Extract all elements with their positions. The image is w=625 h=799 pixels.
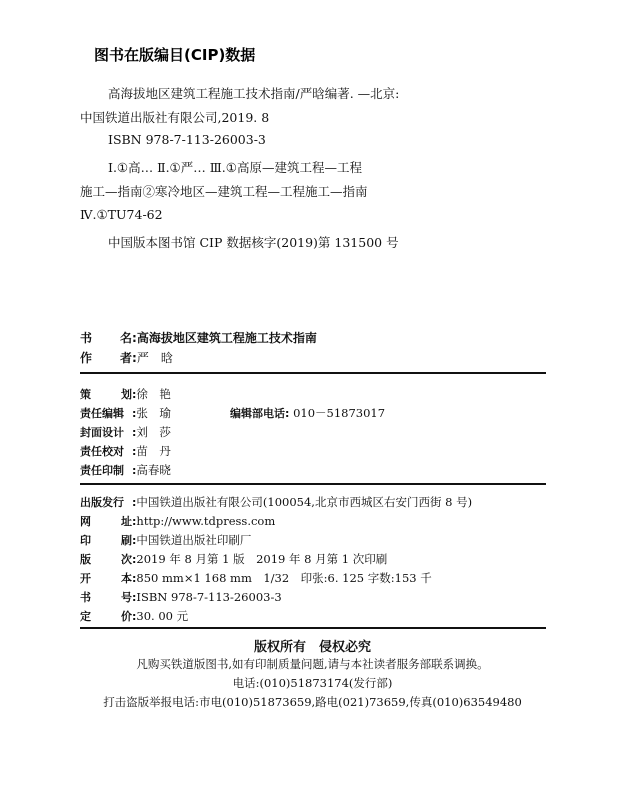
isbn-label: 书 号: [80, 591, 132, 604]
book-title-label: 书 名: [80, 331, 132, 345]
cover-design-value: 刘 莎: [136, 425, 171, 439]
website-row: 网 址 : http://www.tdpress.com: [80, 514, 276, 528]
cip-line-isbn: ISBN 978-7-113-26003-3: [108, 132, 266, 147]
editor-row: 责任编辑 : 张 瑜: [80, 406, 171, 420]
print-supervisor-row: 责任印制 : 高春晓: [80, 463, 171, 477]
edition-row: 版 次 : 2019 年 8 月第 1 版 2019 年 8 月第 1 次印刷: [80, 552, 388, 566]
cip-line-record-number: 中国版本图书馆 CIP 数据核字(2019)第 131500 号: [108, 235, 399, 250]
format-label: 开 本: [80, 572, 132, 585]
planner-row: 策 划 : 徐 艳: [80, 387, 171, 401]
editor-value: 张 瑜: [136, 406, 171, 420]
cip-line-subjects: Ⅰ.①高… Ⅱ.①严… Ⅲ.①高原—建筑工程—工程: [108, 160, 362, 175]
editor-phone-value: 010－51873017: [293, 406, 386, 420]
printer-row: 印 刷 : 中国铁道出版社印刷厂: [80, 533, 252, 547]
author-label: 作 者: [80, 351, 132, 365]
editor-label: 责任编辑: [80, 407, 124, 420]
website-link[interactable]: http://www.tdpress.com: [136, 514, 276, 528]
price-row: 定 价 : 30. 00 元: [80, 609, 189, 623]
cip-line-classification: Ⅳ.①TU74-62: [80, 207, 163, 222]
price-label: 定 价: [80, 610, 132, 623]
divider-bottom: [80, 627, 546, 629]
editor-phone-label: 编辑部电话:: [230, 407, 290, 420]
cip-line-title: 高海拔地区建筑工程施工技术指南/严晗编著. —北京:: [108, 86, 400, 101]
book-title-value: 高海拔地区建筑工程施工技术指南: [136, 331, 317, 345]
cover-design-row: 封面设计 : 刘 莎: [80, 425, 171, 439]
copyright-phone: 电话:(010)51873174(发行部): [232, 676, 393, 690]
copyright-heading: 版权所有 侵权必究: [253, 640, 371, 655]
print-supervisor-label: 责任印制: [80, 464, 124, 477]
edition-label: 版 次: [80, 553, 132, 566]
isbn-value: ISBN 978-7-113-26003-3: [136, 590, 282, 604]
format-row: 开 本 : 850 mm×1 168 mm 1/32 印张:6. 125 字数:153 千: [80, 571, 432, 585]
proofreader-label: 责任校对: [80, 445, 124, 458]
publisher-value: 中国铁道出版社有限公司(100054,北京市西城区右安门西街 8 号): [136, 495, 473, 509]
editor-phone: [230, 405, 385, 421]
planner-value: 徐 艳: [136, 387, 171, 401]
publisher-label: 出版发行: [80, 496, 124, 509]
divider-middle: [80, 483, 546, 485]
planner-label: 策 划: [80, 388, 132, 401]
price-value: 30. 00 元: [136, 609, 189, 623]
cover-design-label: 封面设计: [80, 426, 124, 439]
isbn-row: 书 号 : ISBN 978-7-113-26003-3: [80, 590, 282, 604]
author-value: 严 晗: [136, 351, 173, 365]
proofreader-value: 苗 丹: [136, 444, 171, 458]
cip-title: 图书在版编目(CIP)数据: [94, 46, 256, 64]
format-value: 850 mm×1 168 mm 1/32 印张:6. 125 字数:153 千: [136, 571, 432, 585]
edition-value: 2019 年 8 月第 1 版 2019 年 8 月第 1 次印刷: [136, 552, 388, 566]
book-title-row: 书 名 : 高海拔地区建筑工程施工技术指南: [80, 331, 317, 345]
proofreader-row: 责任校对 : 苗 丹: [80, 444, 171, 458]
cip-line-subjects-cont: 施工—指南②寒冷地区—建筑工程—工程施工—指南: [80, 184, 368, 199]
copyright-notice: 凡购买铁道版图书,如有印制质量问题,请与本社读者服务部联系调换。: [136, 657, 489, 671]
printer-value: 中国铁道出版社印刷厂: [136, 533, 252, 547]
copyright-piracy-hotline: 打击盗版举报电话:市电(010)51873659,路电(021)73659,传真(010)63549480: [103, 695, 522, 709]
website-label: 网 址: [80, 515, 132, 528]
author-row: 作 者 : 严 晗: [80, 351, 173, 365]
cip-line-publisher: 中国铁道出版社有限公司,2019. 8: [80, 110, 270, 125]
print-supervisor-value: 高春晓: [136, 463, 171, 477]
publisher-row: 出版发行 : 中国铁道出版社有限公司(100054,北京市西城区右安门西街 8 号): [80, 495, 473, 509]
printer-label: 印 刷: [80, 534, 132, 547]
divider-top: [80, 372, 546, 374]
